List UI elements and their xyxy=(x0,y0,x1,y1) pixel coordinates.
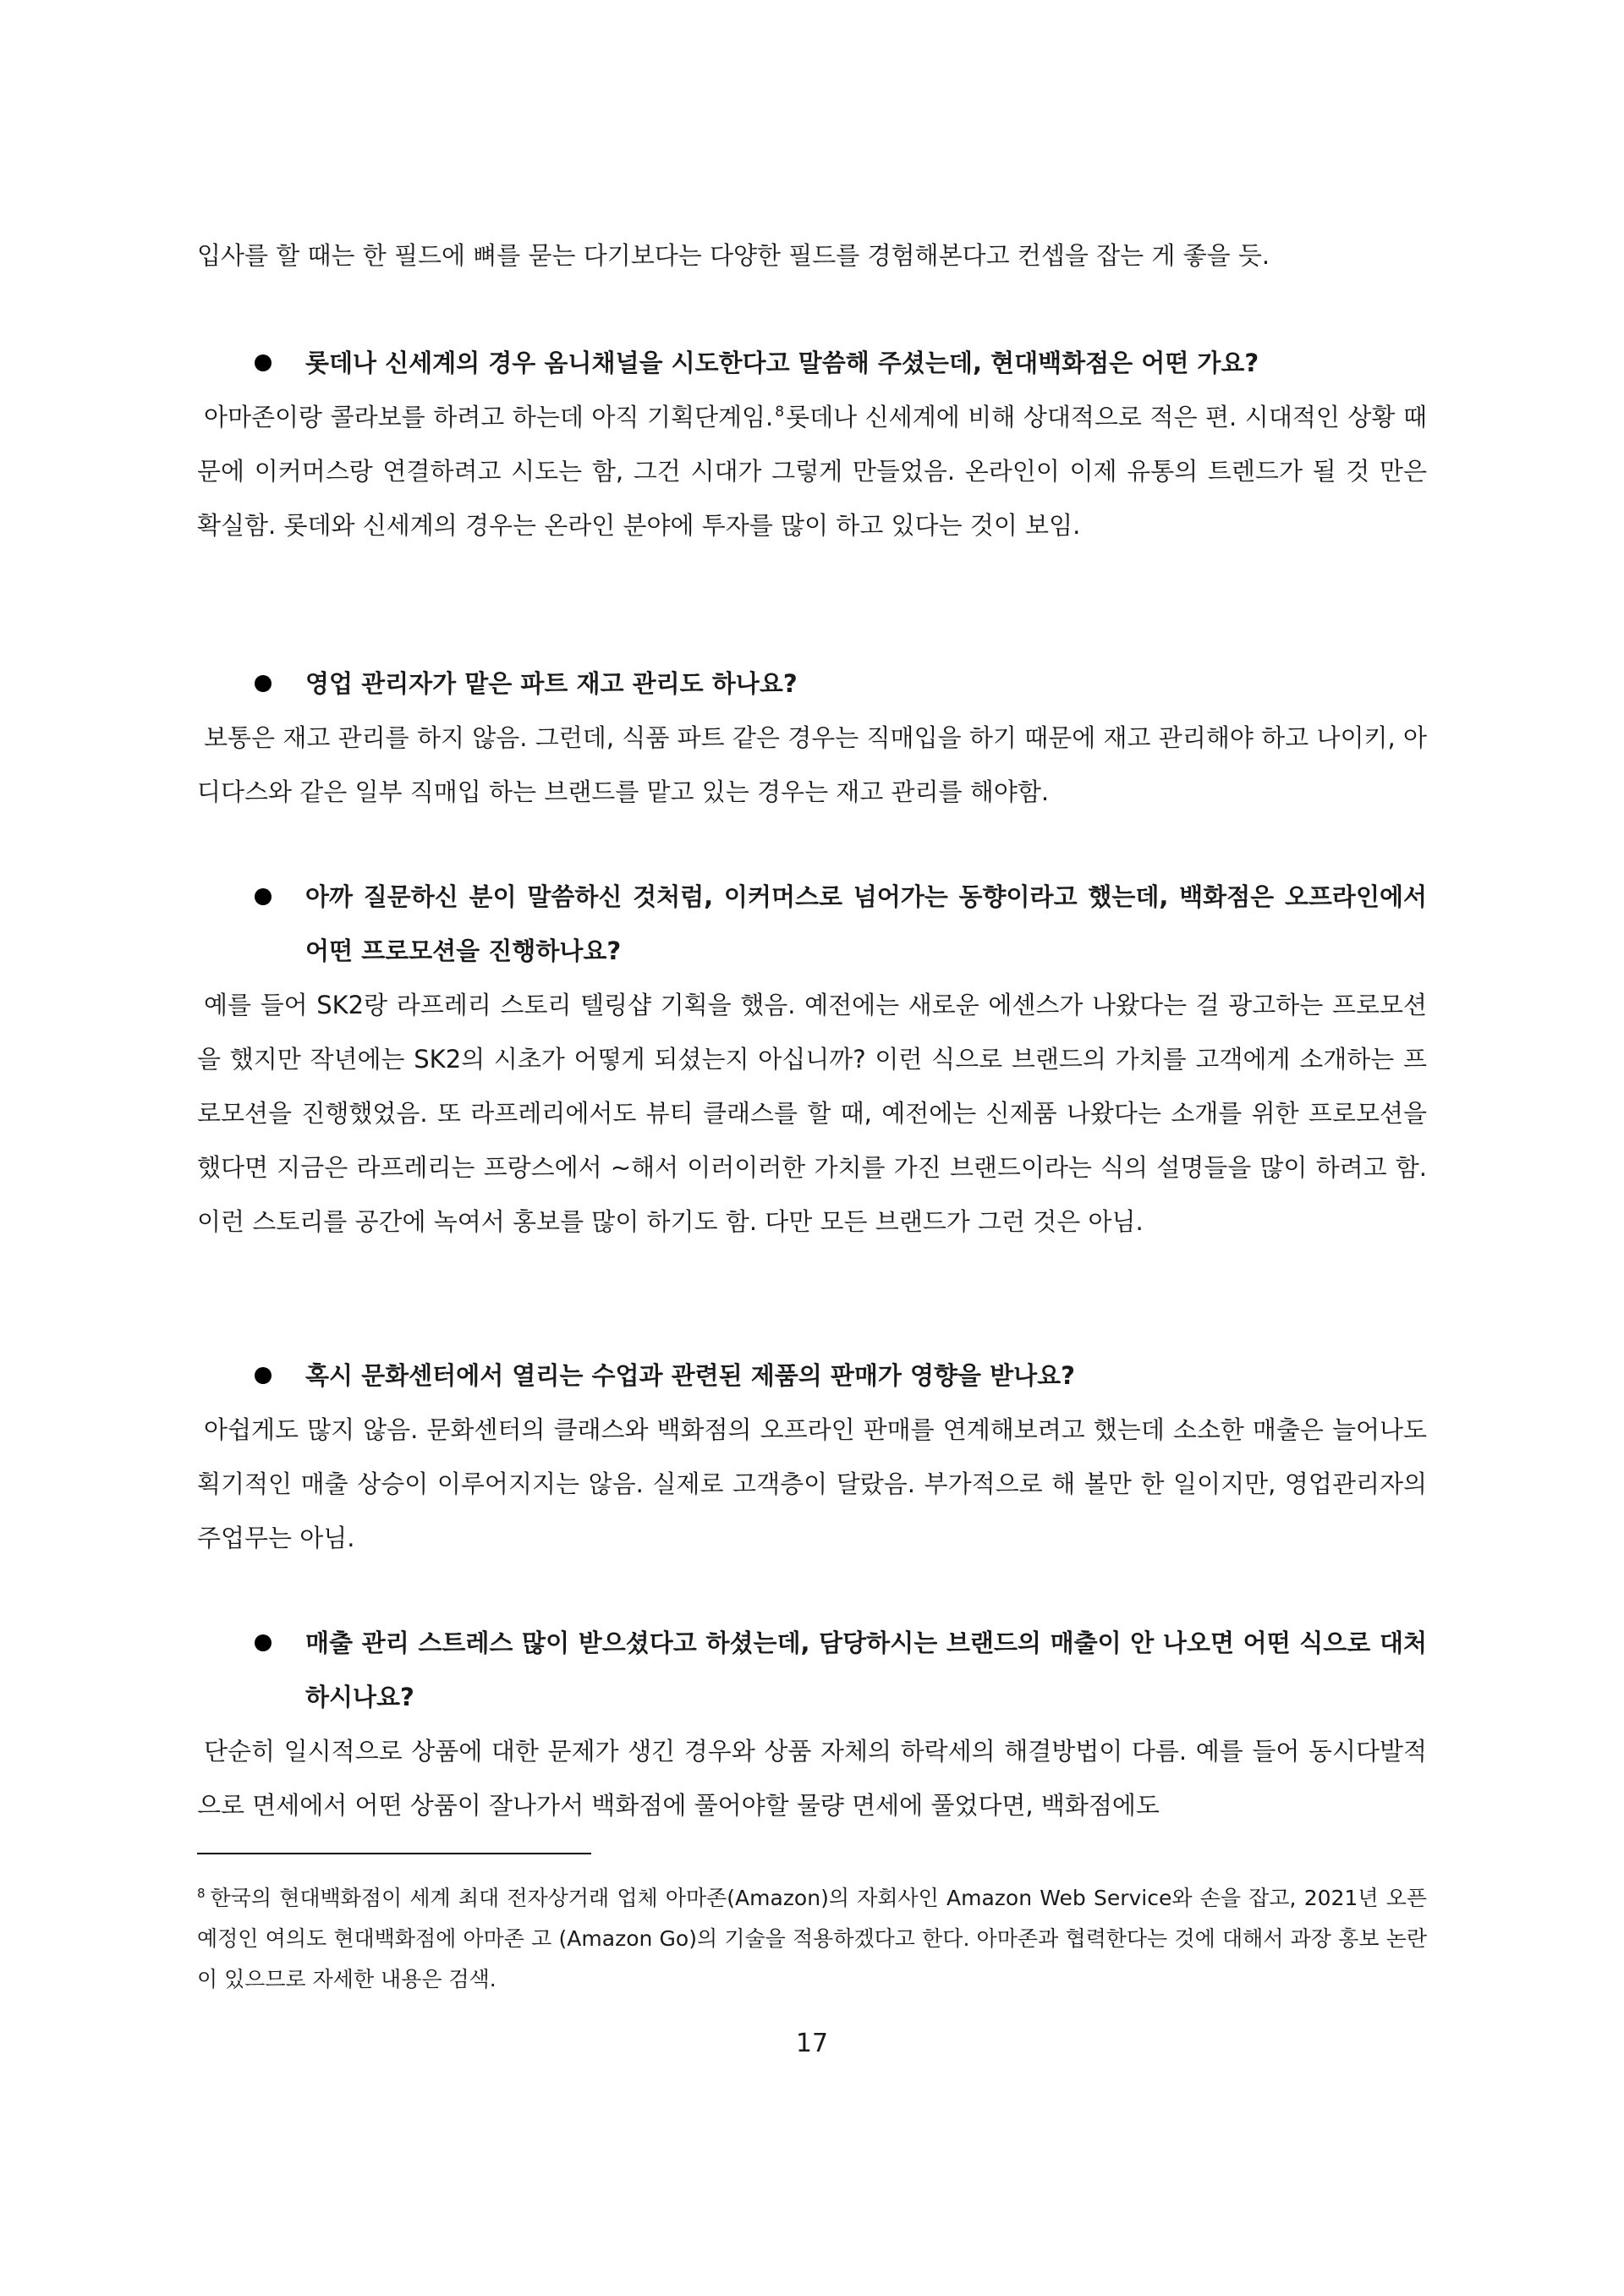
bullet-icon xyxy=(255,1634,272,1651)
qa-section-5 xyxy=(197,1616,1427,1832)
answer-1 xyxy=(197,390,1427,552)
question-4 xyxy=(197,1348,1427,1403)
answer-3: 예를 들어 SK2랑 라프레리 스토리 텔링샵 기획을 했음. 예전에는 새로운 에센스가 나왔다는 걸 광고하는 프로모션을 했지만 작년에는 SK2의 시초가 어떻게 되셨는지 아십니까? 이런 식으로 브랜드의 가치를 고객에게 소개하는 프로모션을 진행했었음. 또 라프레리에서도 뷰티 클래스를 할 때, 예전에는 신제품 나왔다는 소개를 위한 프로모션을 했다면 지금은 라프레리는 프랑스에서 ~해서 이러이러한 가치를 가진 브랜드이라는 식의 설명들을 많이 하려고 함. 이런 스토리를 공간에 녹여서 홍보를 많이 하기도 함. 다만 모든 브랜드가 그런 것은 아님. xyxy=(197,991,1427,1236)
intro-paragraph: 입사를 할 때는 한 필드에 뼈를 묻는 다기보다는 다양한 필드를 경험해본다고 컨셉을 잡는 게 좋을 듯. xyxy=(197,241,1270,270)
qa-section-1 xyxy=(197,336,1427,552)
qa-section-2 xyxy=(197,656,1427,819)
question-2 xyxy=(197,656,1427,711)
question-3-text: 아까 질문하신 분이 말씀하신 것처럼, 이커머스로 넘어가는 동향이라고 했는데, 백화점은 오프라인에서 어떤 프로모션을 진행하나요? xyxy=(305,882,1427,965)
question-1 xyxy=(197,336,1427,390)
question-5-text: 매출 관리 스트레스 많이 받으셨다고 하셨는데, 담당하시는 브랜드의 매출이 안 나오면 어떤 식으로 대처하시나요? xyxy=(305,1629,1427,1711)
bullet-icon xyxy=(255,1367,272,1384)
bullet-icon xyxy=(255,888,272,905)
answer-1-part-2: 롯데나 신세계에 비해 상대적으로 적은 편. 시대적인 상황 때문에 이커머스랑 연결하려고 시도는 함, 그건 시대가 그렇게 만들었음. 온라인이 이제 유통의 트렌드가 될 것 만은 확실함. 롯데와 신세계의 경우는 온라인 분야에 투자를 많이 하고 있다는 것이 보임. xyxy=(197,403,1427,540)
question-5 xyxy=(197,1616,1427,1724)
answer-4: 아쉽게도 많지 않음. 문화센터의 클래스와 백화점의 오프라인 판매를 연계해보려고 했는데 소소한 매출은 늘어나도 획기적인 매출 상승이 이루어지지는 않음. 실제로 고객층이 달랐음. 부가적으로 해 볼만 한 일이지만, 영업관리자의 주업무는 아님. xyxy=(197,1415,1427,1552)
answer-5: 단순히 일시적으로 상품에 대한 문제가 생긴 경우와 상품 자체의 하락세의 해결방법이 다름. 예를 들어 동시다발적으로 면세에서 어떤 상품이 잘나가서 백화점에 풀어야할 물량 면세에 풀었다면, 백화점에도 xyxy=(197,1737,1427,1820)
answer-2: 보통은 재고 관리를 하지 않음. 그런데, 식품 파트 같은 경우는 직매입을 하기 때문에 재고 관리해야 하고 나이키, 아디다스와 같은 일부 직매입 하는 브랜드를 맡고 있는 경우는 재고 관리를 해야함. xyxy=(197,723,1427,806)
intro-section xyxy=(197,228,1427,283)
footnote-reference: 8 xyxy=(775,404,785,421)
question-2-text: 영업 관리자가 맡은 파트 재고 관리도 하나요? xyxy=(305,669,798,698)
qa-section-4 xyxy=(197,1348,1427,1565)
bullet-icon xyxy=(255,354,272,371)
footnote-number: 8 xyxy=(197,1885,206,1901)
answer-1-part-1: 아마존이랑 콜라보를 하려고 하는데 아직 기획단계임. xyxy=(204,403,774,431)
question-3 xyxy=(197,870,1427,978)
question-1-text: 롯데나 신세계의 경우 옴니채널을 시도한다고 말씀해 주셨는데, 현대백화점은 어떤 가요? xyxy=(305,349,1259,377)
page-number: 17 xyxy=(795,2029,829,2058)
question-4-text: 혹시 문화센터에서 열리는 수업과 관련된 제품의 판매가 영향을 받나요? xyxy=(305,1361,1075,1390)
qa-section-3 xyxy=(197,870,1427,1249)
bullet-icon xyxy=(255,675,272,692)
footnote-text: 한국의 현대백화점이 세계 최대 전자상거래 업체 아마존(Amazon)의 자회사인 Amazon Web Service와 손을 잡고, 2021년 오픈 예정인 여의도 현대백화점에 아마존 고 (Amazon Go)의 기술을 적용하겠다고 한다. 아마존과 협력한다는 것에 대해서 과장 홍보 논란이 있으므로 자세한 내용은 검색. xyxy=(197,1886,1427,1991)
footnote xyxy=(197,1878,1427,2000)
footnote-divider xyxy=(197,1853,591,1854)
